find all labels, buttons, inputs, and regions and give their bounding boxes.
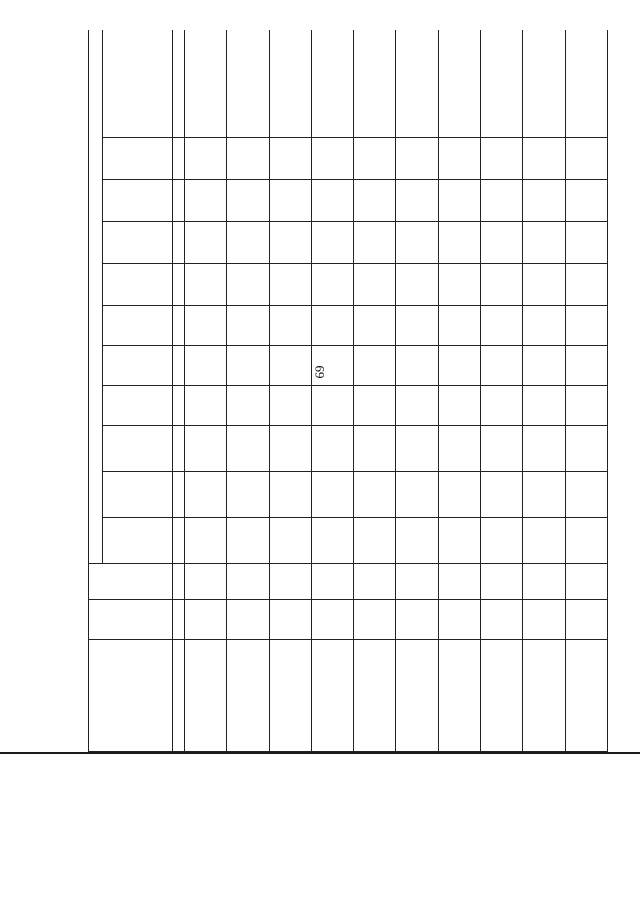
row-total bbox=[565, 518, 607, 564]
row-value bbox=[523, 472, 565, 518]
row-value bbox=[565, 346, 607, 386]
row-value bbox=[396, 306, 438, 346]
row-value bbox=[227, 222, 269, 264]
table-row bbox=[438, 30, 480, 752]
column-number bbox=[173, 386, 185, 426]
row-total bbox=[311, 518, 353, 564]
row-name bbox=[396, 640, 438, 752]
row-total bbox=[269, 518, 311, 564]
row-value bbox=[185, 180, 227, 222]
header-year bbox=[103, 472, 173, 518]
row-value bbox=[396, 472, 438, 518]
row-value bbox=[227, 426, 269, 472]
row-value bbox=[354, 138, 396, 180]
row-value bbox=[269, 346, 311, 386]
row-value bbox=[438, 30, 480, 138]
row-value bbox=[185, 306, 227, 346]
header-row-1 bbox=[89, 30, 103, 752]
row-value bbox=[185, 472, 227, 518]
row-value bbox=[354, 306, 396, 346]
row-value bbox=[396, 30, 438, 138]
row-value bbox=[354, 386, 396, 426]
header-year bbox=[103, 264, 173, 306]
row-name bbox=[185, 640, 227, 752]
row-responsible bbox=[523, 600, 565, 640]
header-responsible bbox=[89, 600, 173, 640]
row-value bbox=[269, 386, 311, 426]
row-value bbox=[565, 264, 607, 306]
row-value bbox=[269, 306, 311, 346]
row-value bbox=[185, 346, 227, 386]
row-value bbox=[523, 138, 565, 180]
row-responsible bbox=[354, 600, 396, 640]
header-year bbox=[103, 222, 173, 264]
header-year bbox=[103, 386, 173, 426]
row-value bbox=[354, 264, 396, 306]
column-number bbox=[173, 346, 185, 386]
row-value bbox=[311, 264, 353, 306]
row-responsible bbox=[185, 600, 227, 640]
column-number bbox=[173, 472, 185, 518]
row-value bbox=[354, 180, 396, 222]
row-source bbox=[227, 564, 269, 600]
header-year bbox=[103, 180, 173, 222]
row-value bbox=[438, 306, 480, 346]
table-row bbox=[227, 30, 269, 752]
row-value bbox=[523, 222, 565, 264]
table-row bbox=[185, 30, 227, 752]
row-name bbox=[354, 640, 396, 752]
row-value bbox=[269, 138, 311, 180]
column-number bbox=[173, 264, 185, 306]
row-value bbox=[227, 386, 269, 426]
row-value bbox=[311, 180, 353, 222]
row-value bbox=[523, 30, 565, 138]
table-row bbox=[311, 30, 353, 752]
column-number bbox=[173, 180, 185, 222]
row-total bbox=[354, 518, 396, 564]
row-value bbox=[311, 386, 353, 426]
row-value bbox=[481, 346, 523, 386]
row-value bbox=[311, 472, 353, 518]
row-value bbox=[481, 264, 523, 306]
row-total bbox=[396, 518, 438, 564]
row-responsible bbox=[481, 600, 523, 640]
row-value bbox=[565, 386, 607, 426]
row-source bbox=[523, 564, 565, 600]
row-value bbox=[396, 222, 438, 264]
row-total bbox=[227, 518, 269, 564]
row-name bbox=[269, 640, 311, 752]
row-value bbox=[269, 472, 311, 518]
row-value bbox=[311, 222, 353, 264]
row-value bbox=[438, 386, 480, 426]
row-source bbox=[269, 564, 311, 600]
column-number bbox=[173, 138, 185, 180]
column-number bbox=[173, 426, 185, 472]
row-value bbox=[396, 264, 438, 306]
column-number bbox=[173, 564, 185, 600]
row-value bbox=[481, 180, 523, 222]
table-row bbox=[269, 30, 311, 752]
row-value bbox=[396, 426, 438, 472]
rotated-table-canvas bbox=[88, 30, 608, 752]
row-value bbox=[185, 264, 227, 306]
row-value bbox=[438, 180, 480, 222]
row-value bbox=[438, 222, 480, 264]
row-source bbox=[185, 564, 227, 600]
row-name bbox=[523, 640, 565, 752]
column-number-row bbox=[173, 30, 185, 752]
row-value bbox=[227, 306, 269, 346]
row-value bbox=[185, 222, 227, 264]
table-row bbox=[565, 30, 607, 752]
row-value bbox=[523, 426, 565, 472]
row-name bbox=[227, 640, 269, 752]
row-name bbox=[565, 640, 607, 752]
column-number bbox=[173, 640, 185, 752]
row-value bbox=[354, 30, 396, 138]
row-value bbox=[438, 346, 480, 386]
row-value bbox=[227, 180, 269, 222]
row-source bbox=[311, 564, 353, 600]
row-responsible bbox=[269, 600, 311, 640]
table-row bbox=[481, 30, 523, 752]
row-responsible bbox=[438, 600, 480, 640]
row-value bbox=[481, 30, 523, 138]
row-value bbox=[354, 222, 396, 264]
row-source bbox=[396, 564, 438, 600]
column-number bbox=[173, 222, 185, 264]
row-total bbox=[523, 518, 565, 564]
header-name bbox=[89, 640, 173, 752]
row-responsible bbox=[227, 600, 269, 640]
scan-divider-line bbox=[0, 752, 640, 754]
row-value bbox=[185, 386, 227, 426]
header-year bbox=[103, 138, 173, 180]
row-value bbox=[523, 180, 565, 222]
row-source bbox=[481, 564, 523, 600]
row-source bbox=[354, 564, 396, 600]
row-value bbox=[565, 222, 607, 264]
row-value bbox=[269, 426, 311, 472]
row-value bbox=[481, 138, 523, 180]
table-row bbox=[523, 30, 565, 752]
row-value bbox=[565, 306, 607, 346]
table-row bbox=[354, 30, 396, 752]
row-value bbox=[438, 426, 480, 472]
row-total bbox=[185, 518, 227, 564]
row-value bbox=[269, 222, 311, 264]
row-responsible bbox=[565, 600, 607, 640]
row-responsible bbox=[396, 600, 438, 640]
row-value bbox=[311, 30, 353, 138]
row-value bbox=[396, 138, 438, 180]
header-year bbox=[103, 306, 173, 346]
page-number: 69 bbox=[312, 365, 327, 379]
row-value bbox=[185, 426, 227, 472]
row-value bbox=[227, 346, 269, 386]
row-value bbox=[185, 30, 227, 138]
row-value bbox=[565, 180, 607, 222]
table-row bbox=[396, 30, 438, 752]
column-number bbox=[173, 306, 185, 346]
row-name bbox=[481, 640, 523, 752]
row-name bbox=[311, 640, 353, 752]
row-value bbox=[523, 264, 565, 306]
row-value bbox=[354, 472, 396, 518]
row-value bbox=[565, 472, 607, 518]
row-value bbox=[481, 472, 523, 518]
row-name bbox=[438, 640, 480, 752]
row-value bbox=[269, 30, 311, 138]
row-value bbox=[565, 426, 607, 472]
header-funding-group bbox=[89, 30, 103, 564]
row-value bbox=[481, 306, 523, 346]
row-value bbox=[227, 264, 269, 306]
row-value bbox=[396, 180, 438, 222]
row-value bbox=[438, 264, 480, 306]
row-value bbox=[523, 386, 565, 426]
row-value bbox=[354, 346, 396, 386]
header-year bbox=[103, 426, 173, 472]
row-value bbox=[396, 346, 438, 386]
row-value bbox=[565, 138, 607, 180]
header-year bbox=[103, 346, 173, 386]
row-value bbox=[227, 138, 269, 180]
row-total bbox=[438, 518, 480, 564]
row-value bbox=[311, 138, 353, 180]
column-number bbox=[173, 518, 185, 564]
row-value bbox=[311, 426, 353, 472]
row-value bbox=[438, 472, 480, 518]
row-value bbox=[523, 306, 565, 346]
financing-table bbox=[88, 30, 608, 752]
row-value bbox=[269, 264, 311, 306]
row-value bbox=[565, 30, 607, 138]
row-value bbox=[311, 346, 353, 386]
rotated-table-area bbox=[88, 30, 608, 752]
row-source bbox=[565, 564, 607, 600]
column-number bbox=[173, 30, 185, 138]
row-value bbox=[311, 306, 353, 346]
row-value bbox=[269, 180, 311, 222]
header-total bbox=[103, 518, 173, 564]
header-year bbox=[103, 30, 173, 138]
row-value bbox=[185, 138, 227, 180]
row-value bbox=[481, 386, 523, 426]
row-value bbox=[354, 426, 396, 472]
row-value bbox=[481, 222, 523, 264]
column-number bbox=[173, 600, 185, 640]
row-value bbox=[396, 386, 438, 426]
row-value bbox=[481, 426, 523, 472]
row-responsible bbox=[311, 600, 353, 640]
row-value bbox=[227, 30, 269, 138]
header-source bbox=[89, 564, 173, 600]
row-value bbox=[523, 346, 565, 386]
row-total bbox=[481, 518, 523, 564]
row-value bbox=[438, 138, 480, 180]
row-value bbox=[227, 472, 269, 518]
row-source bbox=[438, 564, 480, 600]
